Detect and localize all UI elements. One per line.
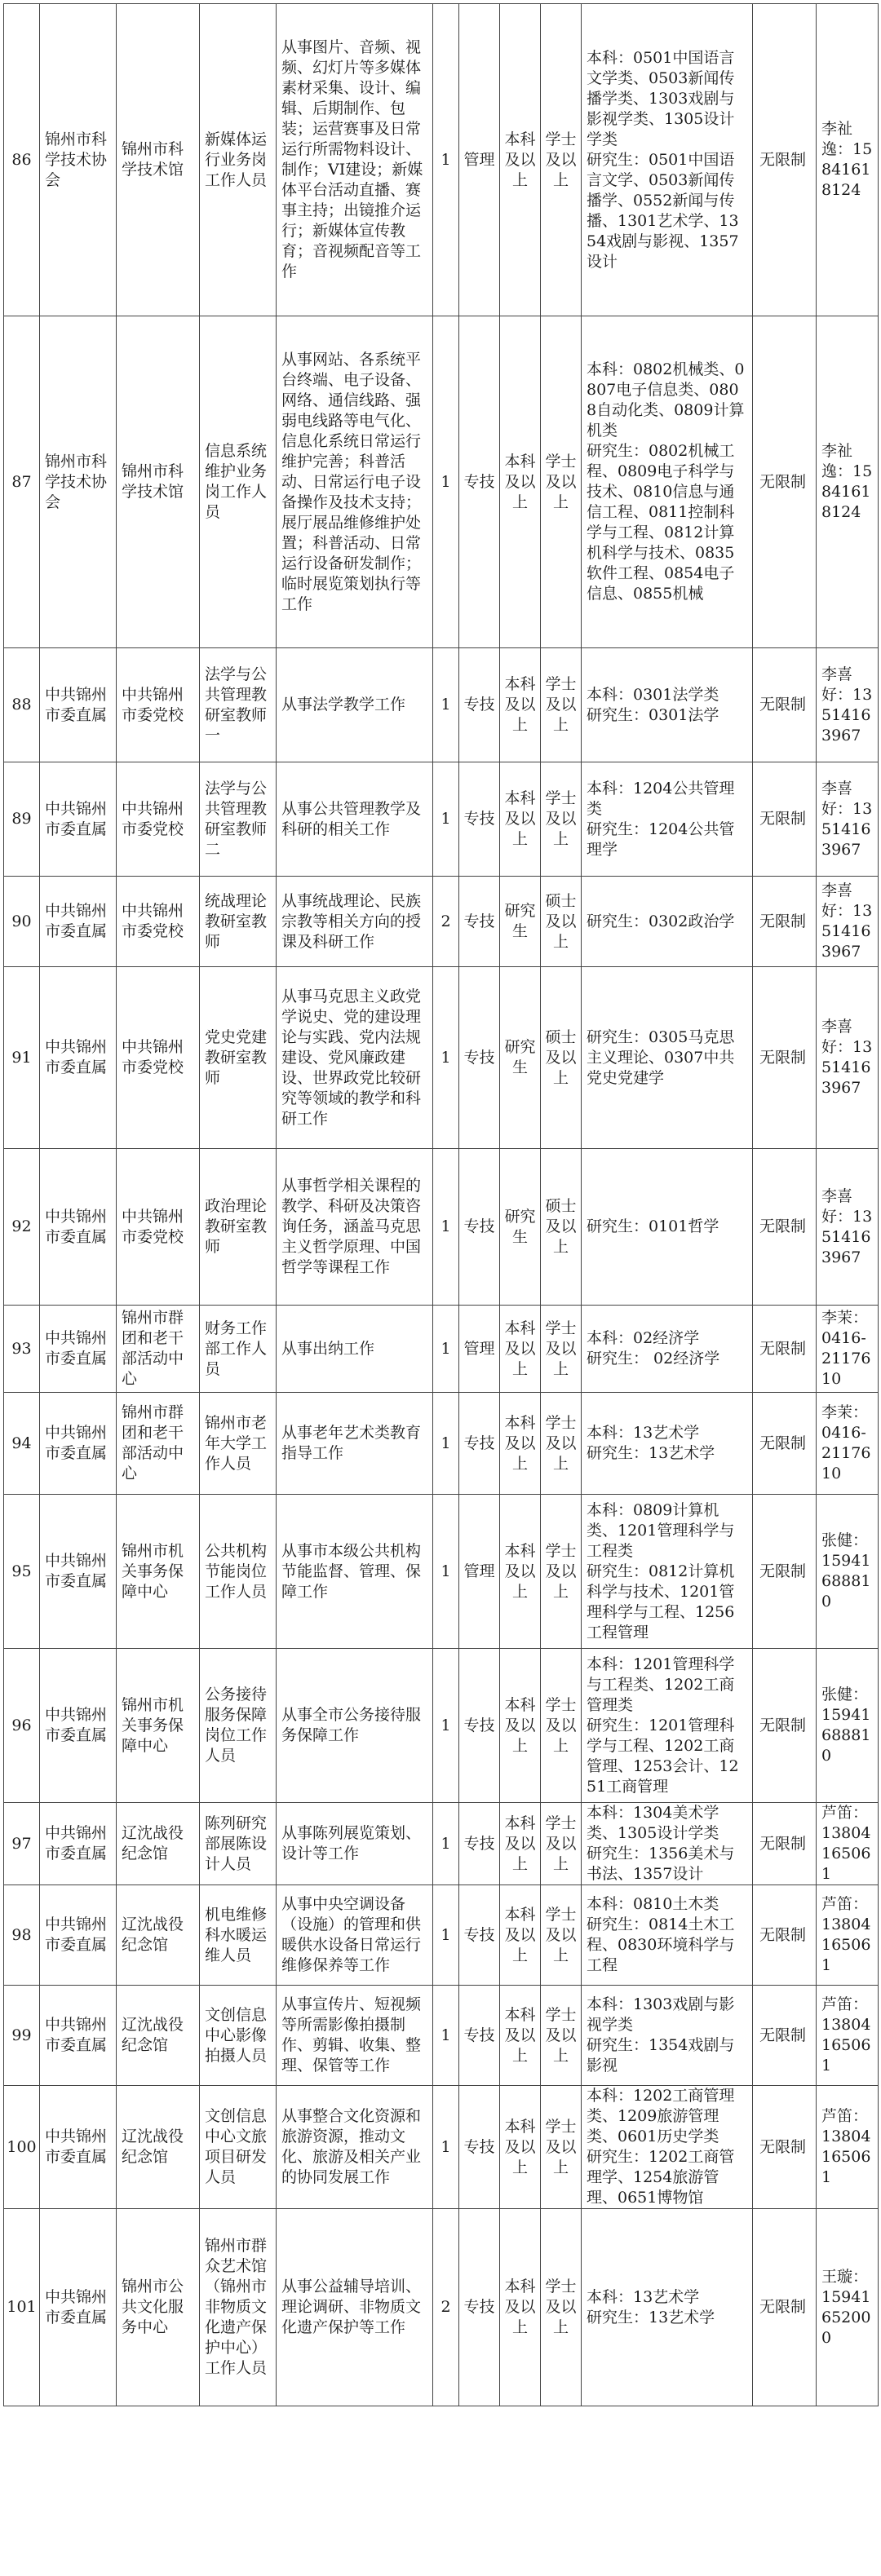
education-cell: 本科及以上 (500, 1649, 541, 1803)
contact-cell: 李喜好：13514163967 (817, 1149, 879, 1306)
contact-cell: 李茉：0416-2117610 (817, 1393, 879, 1495)
degree-cell: 学士及以上 (541, 648, 582, 762)
post-type-cell: 专技 (459, 2209, 500, 2406)
employer-cell: 辽沈战役纪念馆 (117, 2086, 200, 2209)
table-row (4, 1885, 879, 1986)
education-cell: 本科及以上 (500, 1393, 541, 1495)
position-name-cell: 文创信息中心文旅项目研发人员 (200, 2086, 277, 2209)
post-type-cell: 专技 (459, 1393, 500, 1495)
table-row (4, 1495, 879, 1649)
major-line: 研究生：0305马克思主义理论、0307中共党史党建学 (587, 1027, 735, 1087)
duty-cell: 从事宣传片、短视频等所需影像拍摄制作、剪辑、收集、整理、保管等工作 (277, 1986, 433, 2086)
duty-cell: 从事法学教学工作 (277, 648, 433, 762)
table-row (4, 4, 879, 316)
department-cell: 中共锦州市委直属 (40, 1885, 117, 1986)
employer-cell: 中共锦州市委党校 (117, 1149, 200, 1306)
recruitment-table (3, 3, 879, 2406)
other-condition-cell: 无限制 (753, 4, 817, 316)
headcount-cell: 2 (433, 2209, 459, 2406)
contact-cell: 芦笛：13804165061 (817, 1986, 879, 2086)
employer-cell: 中共锦州市委党校 (117, 877, 200, 967)
table-body (4, 4, 879, 2406)
major-requirement-cell (582, 967, 753, 1149)
contact-cell: 王璇：15941652000 (817, 2209, 879, 2406)
employer-cell: 锦州市公共文化服务中心 (117, 2209, 200, 2406)
other-condition-cell: 无限制 (753, 2086, 817, 2209)
contact-cell: 芦笛：13804165061 (817, 2086, 879, 2209)
education-cell: 研究生 (500, 1149, 541, 1306)
major-requirement-cell (582, 762, 753, 877)
table-row (4, 762, 879, 877)
headcount-cell: 1 (433, 1803, 459, 1885)
duty-cell: 从事出纳工作 (277, 1306, 433, 1393)
degree-cell: 硕士及以上 (541, 967, 582, 1149)
department-cell: 中共锦州市委直属 (40, 1495, 117, 1649)
contact-cell: 李喜好：13514163967 (817, 967, 879, 1149)
post-type-cell: 专技 (459, 1649, 500, 1803)
post-type-cell: 专技 (459, 877, 500, 967)
employer-cell: 辽沈战役纪念馆 (117, 1986, 200, 2086)
other-condition-cell: 无限制 (753, 648, 817, 762)
duty-cell: 从事市本级公共机构节能监督、管理、保障工作 (277, 1495, 433, 1649)
major-line: 研究生：0301法学 (587, 705, 719, 724)
headcount-cell: 2 (433, 877, 459, 967)
headcount-cell: 1 (433, 1986, 459, 2086)
headcount-cell: 1 (433, 1885, 459, 1986)
position-name-cell: 党史党建教研室教师 (200, 967, 277, 1149)
department-cell: 中共锦州市委直属 (40, 1393, 117, 1495)
major-requirement-cell (582, 2209, 753, 2406)
table-row (4, 1149, 879, 1306)
contact-cell: 李祉逸：15841618124 (817, 316, 879, 648)
position-name-cell: 政治理论教研室教师 (200, 1149, 277, 1306)
row-number: 87 (4, 316, 40, 648)
major-line: 研究生：0812计算机科学与技术、1201管理科学与工程、1256工程管理 (587, 1562, 735, 1641)
position-name-cell: 锦州市老年大学工作人员 (200, 1393, 277, 1495)
department-cell: 中共锦州市委直属 (40, 2086, 117, 2209)
table-row (4, 967, 879, 1149)
position-name-cell: 陈列研究部展陈设计人员 (200, 1803, 277, 1885)
major-requirement-cell (582, 4, 753, 316)
employer-cell: 锦州市群团和老干部活动中心 (117, 1393, 200, 1495)
degree-cell: 学士及以上 (541, 1803, 582, 1885)
row-number: 98 (4, 1885, 40, 1986)
department-cell: 中共锦州市委直属 (40, 1649, 117, 1803)
post-type-cell: 管理 (459, 1495, 500, 1649)
duty-cell: 从事整合文化资源和旅游资源，推动文化、旅游及相关产业的协同发展工作 (277, 2086, 433, 2209)
position-name-cell: 新媒体运行业务岗工作人员 (200, 4, 277, 316)
major-requirement-cell (582, 1803, 753, 1885)
major-requirement-cell (582, 1495, 753, 1649)
major-requirement-cell (582, 1885, 753, 1986)
employer-cell: 中共锦州市委党校 (117, 648, 200, 762)
degree-cell: 学士及以上 (541, 1495, 582, 1649)
position-name-cell: 法学与公共管理教研室教师一 (200, 648, 277, 762)
position-name-cell: 法学与公共管理教研室教师二 (200, 762, 277, 877)
contact-cell: 李祉逸：15841618124 (817, 4, 879, 316)
employer-cell: 锦州市机关事务保障中心 (117, 1649, 200, 1803)
education-cell: 本科及以上 (500, 316, 541, 648)
headcount-cell: 1 (433, 1393, 459, 1495)
degree-cell: 硕士及以上 (541, 1149, 582, 1306)
post-type-cell: 专技 (459, 1149, 500, 1306)
employer-cell: 中共锦州市委党校 (117, 967, 200, 1149)
major-line: 本科：13艺术学 (587, 1424, 700, 1442)
other-condition-cell: 无限制 (753, 1803, 817, 1885)
department-cell: 中共锦州市委直属 (40, 1986, 117, 2086)
position-name-cell: 财务工作部工作人员 (200, 1306, 277, 1393)
position-name-cell: 锦州市群众艺术馆（锦州市非物质文化遗产保护中心）工作人员 (200, 2209, 277, 2406)
row-number: 97 (4, 1803, 40, 1885)
degree-cell: 学士及以上 (541, 1986, 582, 2086)
position-name-cell: 机电维修科水暖运维人员 (200, 1885, 277, 1986)
table-row (4, 1986, 879, 2086)
employer-cell: 锦州市科学技术馆 (117, 316, 200, 648)
duty-cell: 从事哲学相关课程的教学、科研及决策咨询任务，涵盖马克思主义哲学原理、中国哲学等课程工作 (277, 1149, 433, 1306)
other-condition-cell: 无限制 (753, 877, 817, 967)
post-type-cell: 专技 (459, 2086, 500, 2209)
employer-cell: 辽沈战役纪念馆 (117, 1803, 200, 1885)
education-cell: 本科及以上 (500, 648, 541, 762)
headcount-cell: 1 (433, 967, 459, 1149)
department-cell: 中共锦州市委直属 (40, 648, 117, 762)
education-cell: 本科及以上 (500, 1885, 541, 1986)
major-line: 研究生：0802机械工程、0809电子科学与技术、0810信息与通信工程、0811控制科学与工程、0812计算机科学与技术、0835软件工程、0854电子信息、0855机械 (587, 442, 735, 603)
major-requirement-cell (582, 2086, 753, 2209)
contact-cell: 李喜好：13514163967 (817, 877, 879, 967)
contact-cell: 李茉：0416-2117610 (817, 1306, 879, 1393)
degree-cell: 学士及以上 (541, 762, 582, 877)
position-name-cell: 公务接待服务保障岗位工作人员 (200, 1649, 277, 1803)
employer-cell: 辽沈战役纪念馆 (117, 1885, 200, 1986)
degree-cell: 硕士及以上 (541, 877, 582, 967)
major-line: 研究生：1201管理科学与工程、1202工商管理、1253会计、1251工商管理 (587, 1716, 739, 1796)
other-condition-cell: 无限制 (753, 1306, 817, 1393)
duty-cell: 从事网站、各系统平台终端、电子设备、网络、通信线路、强弱电线路等电气化、信息化系统日常运行维护完善；科普活动、日常运行电子设备操作及技术支持；展厅展品维修维护处置；科普活动、日常运行设备研发制作；临时展览策划执行等工作 (277, 316, 433, 648)
major-line: 研究生：13艺术学 (587, 1444, 715, 1462)
post-type-cell: 专技 (459, 316, 500, 648)
major-line: 本科：02经济学 (587, 1329, 700, 1347)
major-line: 研究生： 02经济学 (587, 1350, 720, 1368)
row-number: 95 (4, 1495, 40, 1649)
table-row (4, 316, 879, 648)
education-cell: 本科及以上 (500, 4, 541, 316)
major-requirement-cell (582, 1393, 753, 1495)
education-cell: 本科及以上 (500, 2209, 541, 2406)
headcount-cell: 1 (433, 1306, 459, 1393)
headcount-cell: 1 (433, 1649, 459, 1803)
degree-cell: 学士及以上 (541, 1649, 582, 1803)
post-type-cell: 管理 (459, 4, 500, 316)
contact-cell: 张健：15941688810 (817, 1649, 879, 1803)
employer-cell: 锦州市科学技术馆 (117, 4, 200, 316)
other-condition-cell: 无限制 (753, 1649, 817, 1803)
table-row (4, 1306, 879, 1393)
duty-cell: 从事中央空调设备（设施）的管理和供暖供水设备日常运行维修保养等工作 (277, 1885, 433, 1986)
degree-cell: 学士及以上 (541, 4, 582, 316)
department-cell: 中共锦州市委直属 (40, 1803, 117, 1885)
major-line: 研究生：1356美术与书法、1357设计 (587, 1845, 735, 1883)
headcount-cell: 1 (433, 2086, 459, 2209)
employer-cell: 中共锦州市委党校 (117, 762, 200, 877)
major-line: 研究生：1204公共管理学 (587, 820, 735, 859)
department-cell: 中共锦州市委直属 (40, 1306, 117, 1393)
degree-cell: 学士及以上 (541, 1306, 582, 1393)
table-row (4, 1649, 879, 1803)
position-name-cell: 文创信息中心影像拍摄人员 (200, 1986, 277, 2086)
major-line: 本科：1201管理科学与工程类、1202工商管理类 (587, 1655, 735, 1714)
duty-cell: 从事统战理论、民族宗教等相关方向的授课及科研工作 (277, 877, 433, 967)
post-type-cell: 专技 (459, 762, 500, 877)
post-type-cell: 专技 (459, 1885, 500, 1986)
major-line: 研究生：0101哲学 (587, 1217, 719, 1235)
other-condition-cell: 无限制 (753, 316, 817, 648)
major-requirement-cell (582, 648, 753, 762)
department-cell: 锦州市科学技术协会 (40, 4, 117, 316)
contact-cell: 李喜好：13514163967 (817, 648, 879, 762)
row-number: 89 (4, 762, 40, 877)
other-condition-cell: 无限制 (753, 1495, 817, 1649)
table-row (4, 2086, 879, 2209)
contact-cell: 芦笛：13804165061 (817, 1885, 879, 1986)
row-number: 100 (4, 2086, 40, 2209)
degree-cell: 学士及以上 (541, 1393, 582, 1495)
education-cell: 本科及以上 (500, 2086, 541, 2209)
post-type-cell: 管理 (459, 1306, 500, 1393)
table-row (4, 2209, 879, 2406)
row-number: 92 (4, 1149, 40, 1306)
degree-cell: 学士及以上 (541, 316, 582, 648)
major-line: 本科：1304美术学类、1305设计学类 (587, 1804, 719, 1842)
contact-cell: 李喜好：13514163967 (817, 762, 879, 877)
headcount-cell: 1 (433, 4, 459, 316)
row-number: 101 (4, 2209, 40, 2406)
headcount-cell: 1 (433, 1149, 459, 1306)
degree-cell: 学士及以上 (541, 2086, 582, 2209)
education-cell: 研究生 (500, 967, 541, 1149)
major-requirement-cell (582, 1986, 753, 2086)
major-line: 本科：0802机械类、0807电子信息类、0808自动化类、0809计算机类 (587, 360, 745, 440)
table-row (4, 1803, 879, 1885)
degree-cell: 学士及以上 (541, 1885, 582, 1986)
post-type-cell: 专技 (459, 1803, 500, 1885)
major-requirement-cell (582, 1306, 753, 1393)
row-number: 96 (4, 1649, 40, 1803)
major-line: 研究生：13艺术学 (587, 2308, 715, 2326)
major-line: 研究生：0302政治学 (587, 912, 735, 930)
row-number: 99 (4, 1986, 40, 2086)
major-requirement-cell (582, 877, 753, 967)
education-cell: 本科及以上 (500, 1495, 541, 1649)
duty-cell: 从事公益辅导培训、理论调研、非物质文化遗产保护等工作 (277, 2209, 433, 2406)
department-cell: 中共锦州市委直属 (40, 877, 117, 967)
major-line: 本科：1202工商管理类、1209旅游管理类、0601历史学类 (587, 2087, 735, 2145)
other-condition-cell: 无限制 (753, 1885, 817, 1986)
headcount-cell: 1 (433, 1495, 459, 1649)
row-number: 91 (4, 967, 40, 1149)
department-cell: 中共锦州市委直属 (40, 762, 117, 877)
other-condition-cell: 无限制 (753, 1149, 817, 1306)
position-name-cell: 统战理论教研室教师 (200, 877, 277, 967)
duty-cell: 从事老年艺术类教育指导工作 (277, 1393, 433, 1495)
major-requirement-cell (582, 1149, 753, 1306)
major-line: 研究生：1202工商管理学、1254旅游管理、0651博物馆 (587, 2148, 735, 2207)
degree-cell: 学士及以上 (541, 2209, 582, 2406)
employer-cell: 锦州市群团和老干部活动中心 (117, 1306, 200, 1393)
department-cell: 中共锦州市委直属 (40, 1149, 117, 1306)
post-type-cell: 专技 (459, 967, 500, 1149)
duty-cell: 从事全市公务接待服务保障工作 (277, 1649, 433, 1803)
row-number: 88 (4, 648, 40, 762)
other-condition-cell: 无限制 (753, 762, 817, 877)
major-line: 本科：13艺术学 (587, 2287, 700, 2306)
headcount-cell: 1 (433, 316, 459, 648)
post-type-cell: 专技 (459, 1986, 500, 2086)
major-line: 研究生：1354戏剧与影视 (587, 2036, 735, 2074)
duty-cell: 从事马克思主义政党学说史、党的建设理论与实践、党内法规建设、党风廉政建设、世界政党比较研究等领域的教学和科研工作 (277, 967, 433, 1149)
education-cell: 本科及以上 (500, 1986, 541, 2086)
post-type-cell: 专技 (459, 648, 500, 762)
row-number: 94 (4, 1393, 40, 1495)
major-line: 本科：0501中国语言文学类、0503新闻传播学类、1303戏剧与影视学类、1305设计学类 (587, 48, 735, 148)
major-requirement-cell (582, 316, 753, 648)
other-condition-cell: 无限制 (753, 2209, 817, 2406)
major-line: 本科：0301法学类 (587, 685, 719, 704)
row-number: 93 (4, 1306, 40, 1393)
other-condition-cell: 无限制 (753, 967, 817, 1149)
table-row (4, 1393, 879, 1495)
other-condition-cell: 无限制 (753, 1393, 817, 1495)
major-line: 研究生：0814土木工程、0830环境科学与工程 (587, 1915, 735, 1974)
department-cell: 锦州市科学技术协会 (40, 316, 117, 648)
education-cell: 本科及以上 (500, 762, 541, 877)
major-line: 研究生：0501中国语言文学、0503新闻传播学、0552新闻与传播、1301艺术学、1354戏剧与影视、1357设计 (587, 150, 739, 271)
department-cell: 中共锦州市委直属 (40, 2209, 117, 2406)
major-line: 本科：1204公共管理类 (587, 779, 735, 818)
major-requirement-cell (582, 1649, 753, 1803)
education-cell: 研究生 (500, 877, 541, 967)
duty-cell: 从事公共管理教学及科研的相关工作 (277, 762, 433, 877)
department-cell: 中共锦州市委直属 (40, 967, 117, 1149)
headcount-cell: 1 (433, 762, 459, 877)
position-name-cell: 公共机构节能岗位工作人员 (200, 1495, 277, 1649)
table-row (4, 648, 879, 762)
row-number: 86 (4, 4, 40, 316)
contact-cell: 张健：15941688810 (817, 1495, 879, 1649)
duty-cell: 从事陈列展览策划、设计等工作 (277, 1803, 433, 1885)
duty-cell: 从事图片、音频、视频、幻灯片等多媒体素材采集、设计、编辑、后期制作、包装；运营赛事及日常运行所需物料设计、制作；VI建设；新媒体平台活动直播、赛事主持；出镜推介运行；新媒体宣传教育；音视频配音等工作 (277, 4, 433, 316)
table-row (4, 877, 879, 967)
education-cell: 本科及以上 (500, 1803, 541, 1885)
contact-cell: 芦笛：13804165061 (817, 1803, 879, 1885)
position-name-cell: 信息系统维护业务岗工作人员 (200, 316, 277, 648)
education-cell: 本科及以上 (500, 1306, 541, 1393)
major-line: 本科：1303戏剧与影视学类 (587, 1995, 735, 2034)
major-line: 本科：0809计算机类、1201管理科学与工程类 (587, 1500, 735, 1560)
headcount-cell: 1 (433, 648, 459, 762)
other-condition-cell: 无限制 (753, 1986, 817, 2086)
employer-cell: 锦州市机关事务保障中心 (117, 1495, 200, 1649)
major-line: 本科：0810土木类 (587, 1895, 719, 1913)
row-number: 90 (4, 877, 40, 967)
